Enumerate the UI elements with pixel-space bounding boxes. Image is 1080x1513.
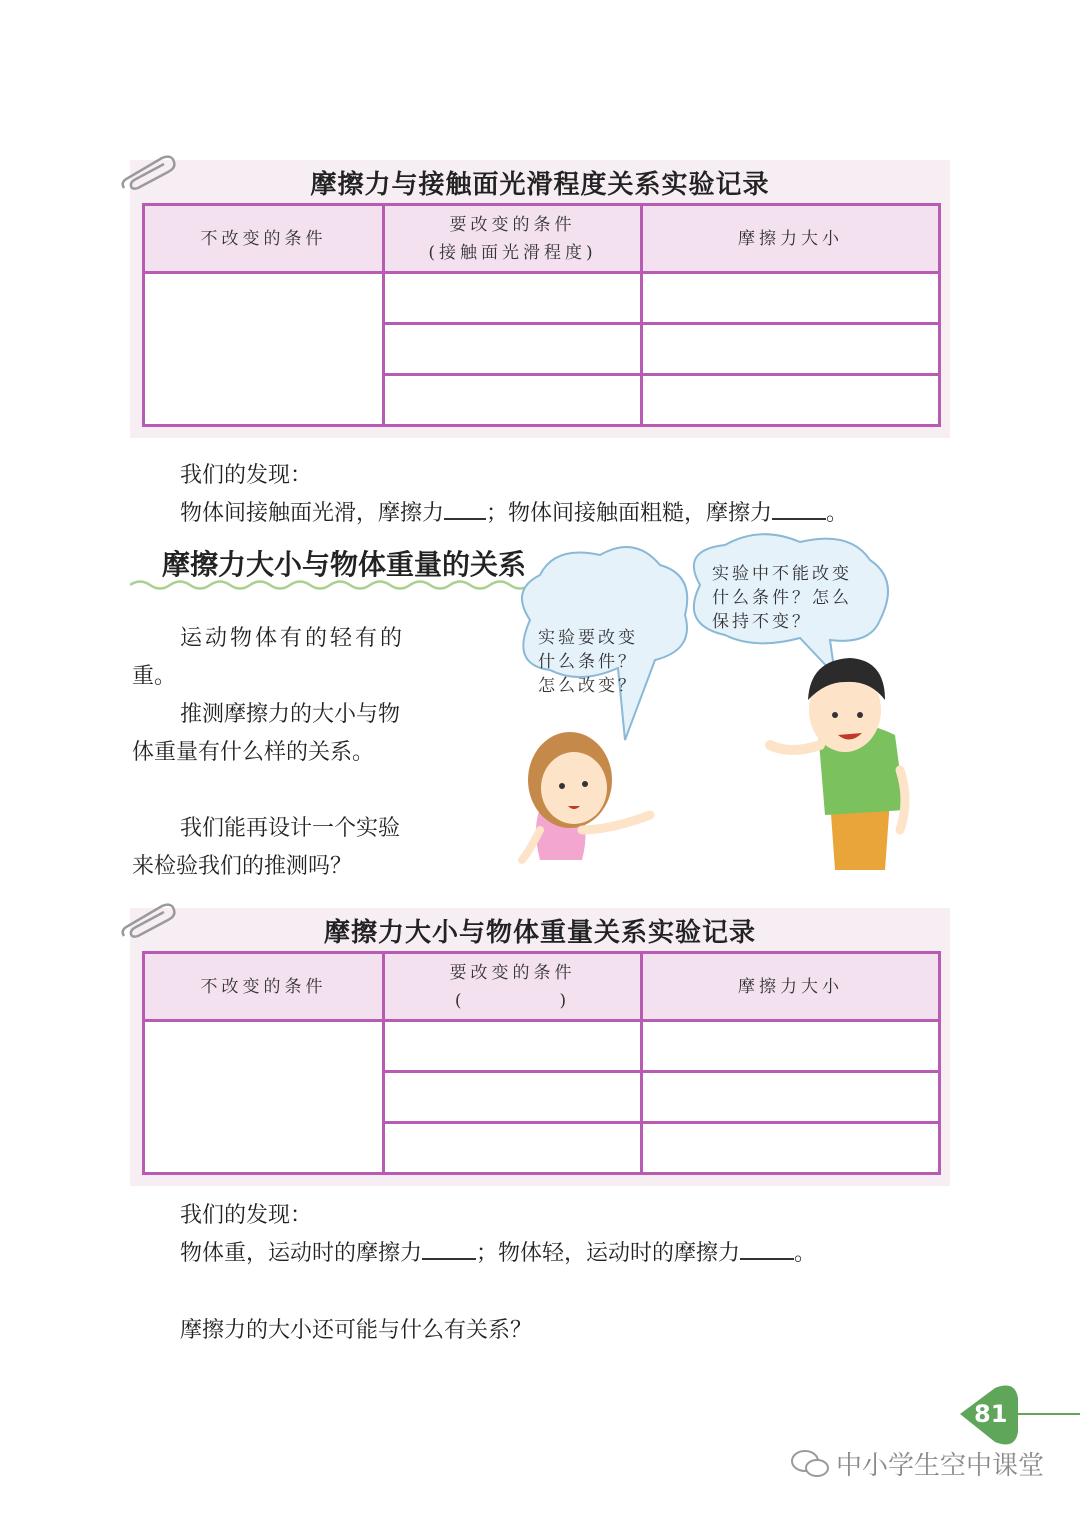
findings-label: 我们的发现： [180, 463, 313, 488]
findings-sentence [180, 496, 848, 527]
table-title: 摩擦力与接触面光滑程度关系实验记录 [310, 170, 770, 200]
speech-line: 怎么改变？ [538, 676, 638, 696]
speech-line: 实验中不能改变 [712, 564, 852, 584]
table-cell[interactable] [384, 273, 642, 324]
header-line: (接触面光滑程度) [428, 242, 597, 263]
speech-line: 实验要改变 [538, 628, 638, 648]
table-cell[interactable] [642, 324, 940, 375]
findings-sentence [180, 1236, 816, 1267]
watermark-text: 中小学生空中课堂 [836, 1451, 1045, 1481]
wechat-icon [790, 1448, 830, 1480]
paragraph-line: 我们能再设计一个实验 [180, 816, 401, 841]
findings-text: 物体重，运动时的摩擦力 [180, 1241, 423, 1266]
table-cell[interactable] [642, 1021, 940, 1072]
header-cell [384, 953, 642, 1021]
table-cell[interactable] [384, 1072, 642, 1123]
table-cell[interactable] [642, 1123, 940, 1174]
findings-text: 物体间接触面光滑，摩擦力 [180, 501, 445, 526]
header-cell: 摩擦力大小 [642, 953, 940, 1021]
speech-line: 保持不变？ [712, 612, 812, 632]
table-cell[interactable] [642, 1072, 940, 1123]
paragraph-line: 推测摩擦力的大小与物 [180, 702, 401, 727]
table-cell[interactable] [384, 375, 642, 426]
table-cell[interactable] [384, 1021, 642, 1072]
fill-blank[interactable] [772, 500, 826, 520]
fill-blank[interactable] [422, 1240, 476, 1260]
page-number [960, 1384, 1020, 1444]
header-cell: 不改变的条件 [144, 953, 384, 1021]
wavy-underline [130, 578, 560, 592]
findings-text: 。 [794, 1241, 817, 1266]
boy-speech [712, 562, 852, 634]
section-title: 摩擦力大小与物体重量的关系 [162, 548, 527, 581]
header-line: 要改变的条件 [449, 962, 576, 983]
fill-blank[interactable] [444, 500, 486, 520]
findings-text: 。 [826, 501, 849, 526]
page-number-text: 81 [974, 1400, 1008, 1428]
findings-text: ；物体间接触面粗糙，摩擦力 [486, 501, 773, 526]
table-cell[interactable] [144, 1021, 384, 1174]
header-line: ( ) [454, 990, 571, 1011]
paragraph-line: 重。 [132, 664, 177, 689]
paragraph-line: 体重量有什么样的关系。 [132, 740, 375, 765]
table-title: 摩擦力大小与物体重量关系实验记录 [323, 918, 756, 948]
boy-figure [770, 658, 905, 870]
speech-line: 什么条件？ [538, 652, 638, 672]
girl-figure [522, 732, 650, 860]
table-cell[interactable] [642, 273, 940, 324]
question-text: 摩擦力的大小还可能与什么有关系？ [180, 1318, 533, 1343]
findings-label: 我们的发现： [180, 1203, 313, 1228]
header-cell [384, 205, 642, 273]
paragraph-line: 运动物体有的轻有的 [180, 626, 406, 651]
header-cell: 摩擦力大小 [642, 205, 940, 273]
header-cell: 不改变的条件 [144, 205, 384, 273]
table-cell[interactable] [384, 1123, 642, 1174]
table-cell[interactable] [642, 375, 940, 426]
findings-text: ；物体轻，运动时的摩擦力 [476, 1241, 741, 1266]
table-cell[interactable] [144, 273, 384, 426]
speech-line: 什么条件？怎么 [712, 588, 852, 608]
record-panel-2 [130, 908, 950, 1186]
table-cell[interactable] [384, 324, 642, 375]
record-table [142, 951, 941, 1175]
girl-speech [538, 626, 638, 698]
record-table [142, 203, 941, 427]
fill-blank[interactable] [740, 1240, 794, 1260]
record-panel-1 [130, 160, 950, 438]
paragraph-line: 来检验我们的推测吗？ [132, 854, 353, 879]
header-line: 要改变的条件 [449, 214, 576, 235]
